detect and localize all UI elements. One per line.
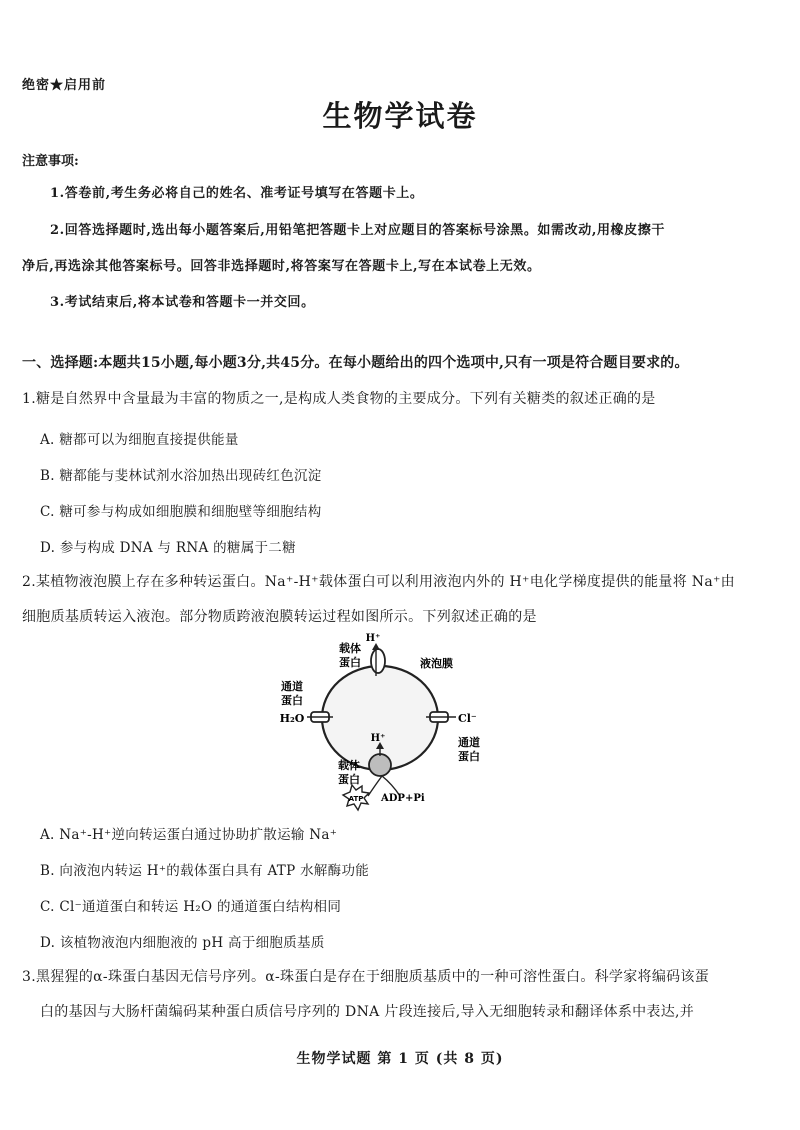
bottom-carrier-label-1: 载体	[338, 759, 360, 772]
question-2-option-c: C. Cl⁻通道蛋白和转运 H₂O 的通道蛋白结构相同	[40, 899, 342, 915]
section-heading: 一、选择题:本题共15小题,每小题3分,共45分。在每小题给出的四个选项中,只有一项是符合题目要求的。	[22, 355, 689, 371]
question-1-option-c: C. 糖可参与构成如细胞膜和细胞壁等细胞结构	[40, 504, 322, 520]
membrane-label: 液泡膜	[420, 657, 453, 670]
page-footer: 生物学试题 第 1 页 (共 8 页)	[296, 1051, 504, 1067]
question-1-option-a: A. 糖都可以为细胞直接提供能量	[40, 432, 239, 448]
notes-heading: 注意事项:	[22, 154, 79, 169]
top-h-label: H⁺	[365, 633, 381, 644]
right-channel-label-2: 蛋白	[458, 750, 480, 763]
left-channel-label-1: 通道	[281, 680, 303, 693]
note-item-3: 3.考试结束后,将本试卷和答题卡一并交回。	[50, 295, 315, 310]
top-carrier-label-1: 载体	[339, 642, 361, 655]
confidential-label: 绝密★启用前	[22, 78, 107, 93]
question-1-option-b: B. 糖都能与斐林试剂水浴加热出现砖红色沉淀	[40, 468, 322, 484]
question-1-option-d: D. 参与构成 DNA 与 RNA 的糖属于二糖	[40, 540, 296, 556]
note-item-1: 1.答卷前,考生务必将自己的姓名、准考证号填写在答题卡上。	[50, 186, 424, 201]
question-3-stem-line-1: 3.黑猩猩的α-珠蛋白基因无信号序列。α-珠蛋白是存在于细胞质基质中的一种可溶性蛋白。科学家将编码该蛋	[22, 969, 710, 985]
question-2-stem-line-2: 细胞质基质转运入液泡。部分物质跨液泡膜转运过程如图所示。下列叙述正确的是	[22, 609, 537, 625]
note-item-2-line-2: 净后,再选涂其他答案标号。回答非选择题时,将答案写在答题卡上,写在本试卷上无效。	[22, 259, 541, 274]
question-3-stem-line-2: 白的基因与大肠杆菌编码某种蛋白质信号序列的 DNA 片段连接后,导入无细胞转录和翻译体系中表达,并	[40, 1004, 695, 1020]
page-title: 生物学试卷	[322, 99, 478, 133]
h2o-label: H₂O	[279, 712, 305, 725]
adp-label: ADP+Pi	[381, 793, 425, 804]
top-carrier-label-2: 蛋白	[339, 656, 361, 669]
cl-label: Cl⁻	[458, 712, 477, 725]
question-1-stem: 1.糖是自然界中含量最为丰富的物质之一,是构成人类食物的主要成分。下列有关糖类的叙述正确的是	[22, 391, 656, 407]
question-2-option-a: A. Na⁺-H⁺逆向转运蛋白通过协助扩散运输 Na⁺	[40, 827, 338, 843]
question-2-stem-line-1: 2.某植物液泡膜上存在多种转运蛋白。Na⁺-H⁺载体蛋白可以利用液泡内外的 H⁺电化学梯度提供的能量将 Na⁺由	[22, 574, 735, 590]
top-carrier-arrow-head	[372, 643, 380, 650]
bottom-carrier-protein-shape	[369, 754, 391, 776]
atp-label: ATP	[348, 795, 364, 803]
right-channel-label-1: 通道	[458, 736, 480, 749]
left-channel-label-2: 蛋白	[281, 694, 303, 707]
bottom-h-label: H⁺	[370, 733, 386, 744]
bottom-carrier-label-2: 蛋白	[338, 773, 360, 786]
note-item-2-line-1: 2.回答选择题时,选出每小题答案后,用铅笔把答题卡上对应题目的答案标号涂黑。如需改动,用橡皮擦干	[50, 223, 665, 238]
question-2-option-d: D. 该植物液泡内细胞液的 pH 高于细胞质基质	[40, 935, 325, 951]
vacuole-transport-diagram	[270, 624, 540, 814]
question-2-option-b: B. 向液泡内转运 H⁺的载体蛋白具有 ATP 水解酶功能	[40, 863, 370, 879]
top-carrier-protein-shape	[371, 649, 385, 673]
